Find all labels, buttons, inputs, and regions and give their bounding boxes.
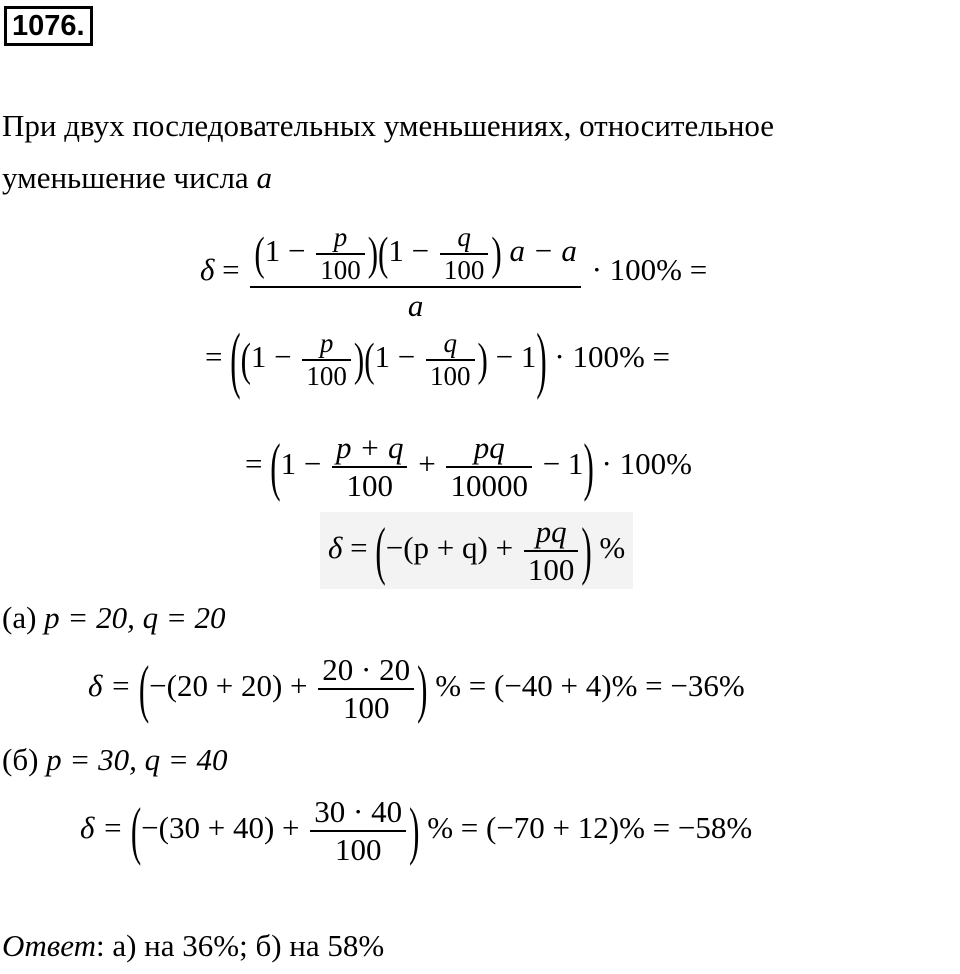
big-paren-open: (	[138, 650, 150, 725]
fraction-numerator: pq	[535, 514, 567, 549]
fraction-denominator: 10000	[446, 466, 532, 504]
formula-line-2	[205, 316, 671, 401]
formula-line-3	[245, 430, 692, 503]
fraction-denominator: 100	[426, 359, 475, 392]
equals-sign: =	[222, 251, 240, 287]
main-fraction	[250, 222, 580, 324]
paren-open: (	[254, 227, 265, 280]
case-a-given	[2, 600, 226, 636]
paren-open: (	[364, 333, 375, 386]
case-b-fraction	[310, 794, 406, 867]
fraction-numerator: 20 · 20	[322, 652, 411, 687]
p-over-100	[316, 222, 365, 286]
main-numerator	[250, 222, 580, 286]
case-b-label: (б)	[2, 742, 39, 777]
one-minus-text: 1 −	[250, 339, 292, 375]
times-100-percent: · 100% =	[591, 251, 708, 287]
result-formula	[320, 512, 633, 589]
case-a-result: % = (−40 + 4)% = −36%	[435, 667, 745, 703]
plus-sign: +	[418, 445, 436, 481]
case-b-result: % = (−70 + 12)% = −58%	[427, 809, 753, 845]
pq-over-10000	[446, 430, 532, 503]
fraction-numerator: pq	[473, 430, 505, 465]
case-a-label: (а)	[2, 600, 37, 635]
variable-a: a	[256, 160, 272, 195]
delta-symbol: δ	[328, 529, 343, 565]
big-paren-open: (	[230, 316, 241, 401]
big-paren-close: )	[581, 512, 592, 587]
paren-close: )	[353, 333, 365, 386]
fraction-denominator: 100	[332, 466, 407, 504]
case-a-fraction	[318, 652, 414, 725]
equals-sign: =	[205, 339, 223, 375]
fraction-numerator: 30 · 40	[314, 794, 403, 829]
fraction-denominator: 100	[316, 253, 365, 286]
fraction-numerator: p + q	[336, 430, 404, 465]
case-a-left: δ =	[88, 667, 139, 703]
fraction-numerator: p	[319, 328, 334, 358]
one-minus-text: 1 −	[388, 233, 430, 269]
p-over-100	[302, 328, 351, 392]
big-paren-open: (	[270, 428, 281, 503]
answer-text: : а) на 36%; б) на 58%	[95, 928, 385, 963]
neg-p-plus-q: −(p + q) +	[385, 529, 514, 565]
one-minus-text: 1 −	[374, 339, 416, 375]
paren-close: )	[367, 227, 379, 280]
case-a-values: p = 20, q = 20	[44, 600, 226, 635]
answer-line	[2, 928, 384, 964]
case-a-inner: −(20 + 20) +	[149, 667, 308, 703]
times-100-percent: · 100% =	[554, 339, 671, 375]
fraction-denominator: 100	[302, 359, 351, 392]
answer-label: Ответ	[2, 928, 96, 963]
big-paren-close: )	[536, 316, 547, 401]
intro-line-1: При двух последовательных уменьшениях, относительное	[2, 108, 775, 143]
case-b-left: δ =	[80, 809, 131, 845]
q-over-100	[426, 328, 475, 392]
fraction-numerator: q	[457, 222, 471, 252]
one-minus-text: 1 −	[280, 445, 322, 481]
paren-close: )	[477, 333, 488, 386]
big-paren-close: )	[417, 650, 428, 725]
paren-open: (	[378, 227, 389, 280]
one-minus-text: 1 −	[264, 233, 306, 269]
fraction-denominator: 100	[524, 550, 579, 588]
paren-open: (	[240, 333, 251, 386]
fraction-numerator: q	[443, 328, 458, 358]
equals-sign: =	[350, 529, 368, 565]
fraction-denominator: 100	[310, 830, 406, 868]
formula-line-1	[200, 222, 707, 324]
paren-close: )	[491, 227, 502, 280]
case-b-given	[2, 742, 228, 778]
intro-line-2	[2, 160, 272, 196]
p-plus-q-over-100	[332, 430, 407, 503]
main-denominator: a	[250, 286, 580, 324]
percent-sign: %	[599, 529, 626, 565]
case-a-formula	[88, 652, 745, 725]
case-b-inner: −(30 + 40) +	[141, 809, 300, 845]
intro-line-2-text: уменьшение числа	[2, 160, 249, 195]
big-paren-close: )	[409, 792, 420, 867]
q-over-100	[440, 222, 489, 286]
big-paren-open: (	[375, 512, 386, 587]
big-paren-open: (	[130, 792, 142, 867]
big-paren-close: )	[583, 428, 594, 503]
minus-one: − 1	[495, 339, 537, 375]
delta-symbol: δ	[200, 251, 215, 287]
case-b-values: p = 30, q = 40	[46, 742, 228, 777]
a-minus-a: a − a	[509, 233, 577, 269]
equals-sign: =	[245, 445, 263, 481]
times-100-percent: · 100%	[601, 445, 692, 481]
minus-one: − 1	[542, 445, 584, 481]
problem-number: 1076.	[4, 6, 93, 46]
fraction-denominator: 100	[318, 688, 414, 726]
fraction-numerator: p	[333, 222, 348, 252]
fraction-denominator: 100	[440, 253, 489, 286]
pq-over-100	[524, 514, 579, 587]
case-b-formula	[80, 794, 752, 867]
